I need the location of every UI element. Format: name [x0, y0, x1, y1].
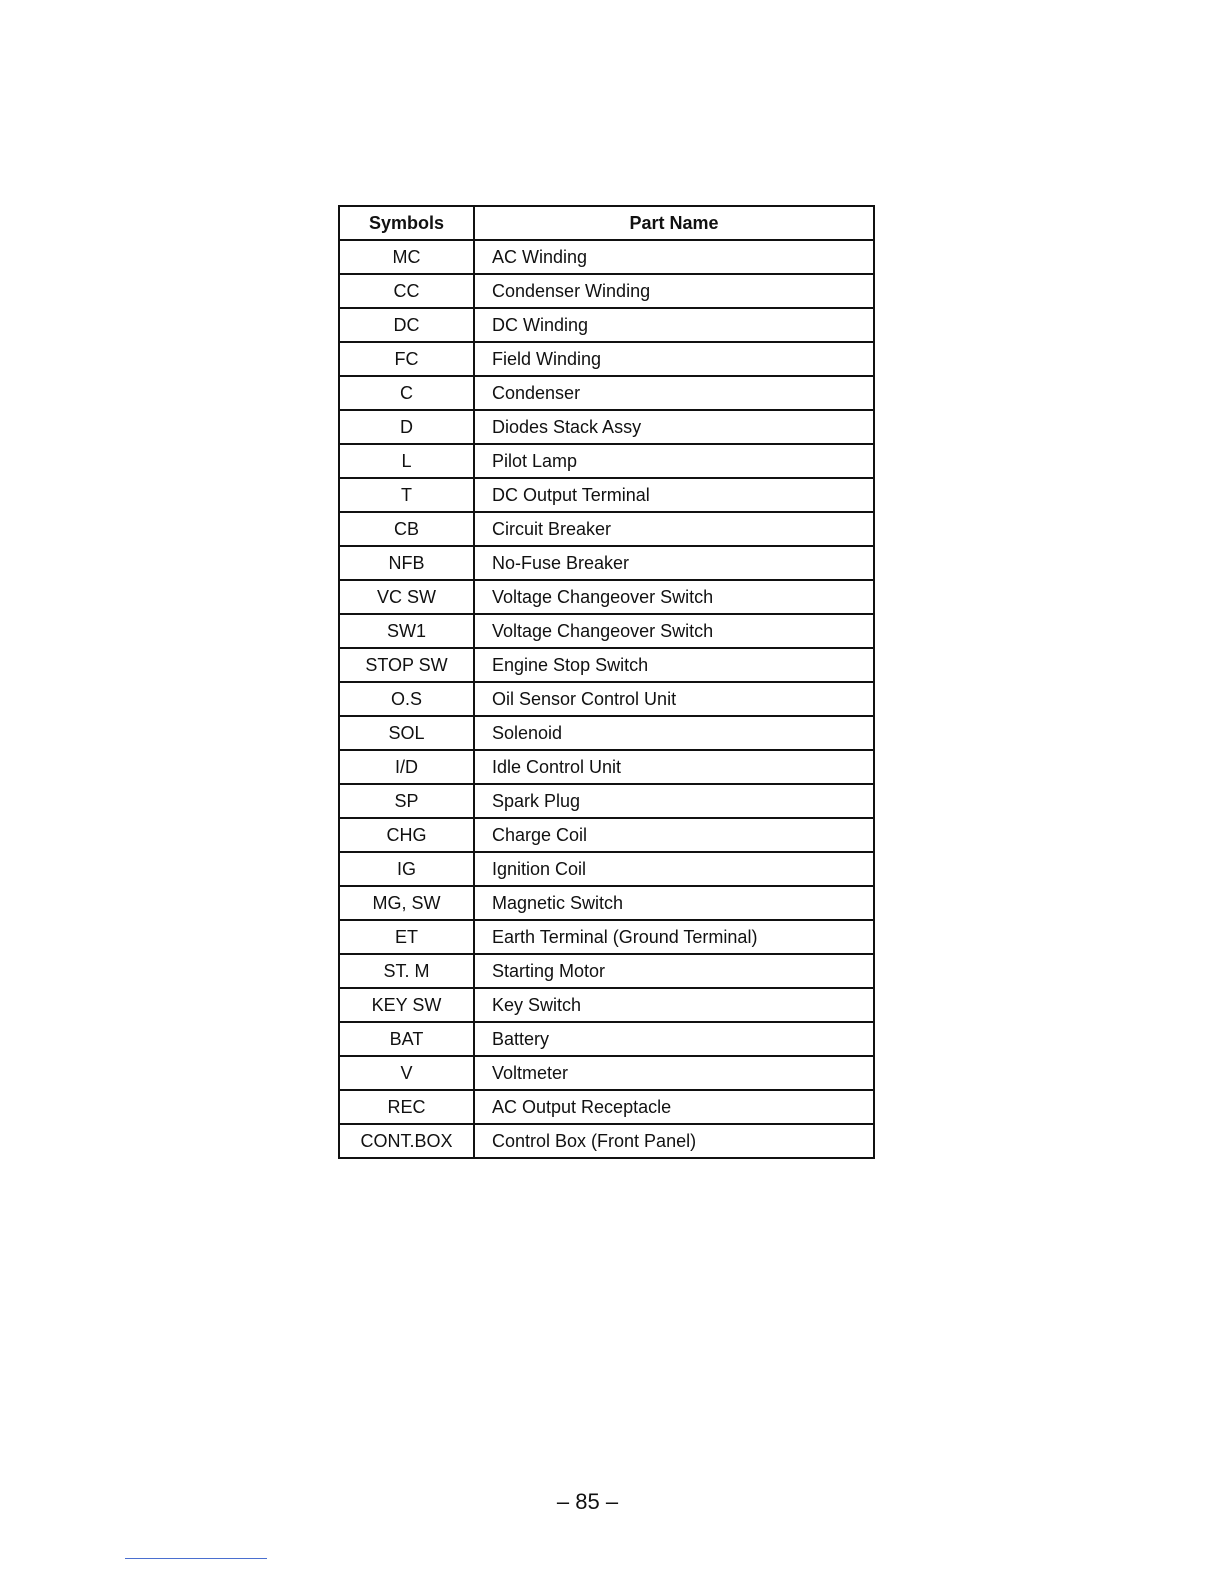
table-row — [339, 750, 874, 784]
table-header — [339, 206, 874, 240]
table-row — [339, 478, 874, 512]
part-name-cell: Magnetic Switch — [474, 886, 874, 920]
header-symbols: Symbols — [339, 206, 474, 240]
part-name-cell: Condenser — [474, 376, 874, 410]
part-name-cell: Spark Plug — [474, 784, 874, 818]
symbol-cell: KEY SW — [339, 988, 474, 1022]
table-row — [339, 716, 874, 750]
part-name-cell: AC Output Receptacle — [474, 1090, 874, 1124]
table-row — [339, 376, 874, 410]
table-row — [339, 342, 874, 376]
header-part-name: Part Name — [474, 206, 874, 240]
page-number: – 85 – — [556, 1489, 619, 1514]
part-name-cell: AC Winding — [474, 240, 874, 274]
table-row — [339, 444, 874, 478]
table-row — [339, 988, 874, 1022]
symbol-cell: MC — [339, 240, 474, 274]
table-row — [339, 1124, 874, 1158]
symbol-cell: ET — [339, 920, 474, 954]
part-name-cell: Voltage Changeover Switch — [474, 580, 874, 614]
table-row — [339, 784, 874, 818]
part-name-cell: Starting Motor — [474, 954, 874, 988]
symbol-cell: CC — [339, 274, 474, 308]
part-name-cell: Voltage Changeover Switch — [474, 614, 874, 648]
table-row — [339, 682, 874, 716]
part-name-cell: Field Winding — [474, 342, 874, 376]
symbols-part-table — [338, 205, 875, 1159]
part-name-cell: Oil Sensor Control Unit — [474, 682, 874, 716]
table-row — [339, 410, 874, 444]
table-row — [339, 1056, 874, 1090]
table-row — [339, 308, 874, 342]
part-name-cell: Earth Terminal (Ground Terminal) — [474, 920, 874, 954]
table-row — [339, 546, 874, 580]
part-name-cell: Control Box (Front Panel) — [474, 1124, 874, 1158]
table-row — [339, 920, 874, 954]
part-name-cell: Battery — [474, 1022, 874, 1056]
table-row — [339, 886, 874, 920]
symbol-cell: I/D — [339, 750, 474, 784]
symbol-cell: CONT.BOX — [339, 1124, 474, 1158]
part-name-cell: DC Output Terminal — [474, 478, 874, 512]
symbol-cell: DC — [339, 308, 474, 342]
table-row — [339, 648, 874, 682]
symbol-cell: T — [339, 478, 474, 512]
symbol-cell: D — [339, 410, 474, 444]
table-row — [339, 580, 874, 614]
table-row — [339, 1022, 874, 1056]
table-row — [339, 512, 874, 546]
footer-rule — [125, 1558, 267, 1559]
symbol-cell: IG — [339, 852, 474, 886]
part-name-cell: Idle Control Unit — [474, 750, 874, 784]
part-name-cell: Ignition Coil — [474, 852, 874, 886]
symbol-cell: BAT — [339, 1022, 474, 1056]
header-row — [339, 206, 874, 240]
symbol-cell: REC — [339, 1090, 474, 1124]
table-row — [339, 818, 874, 852]
part-name-cell: DC Winding — [474, 308, 874, 342]
symbol-cell: CB — [339, 512, 474, 546]
symbol-cell: SOL — [339, 716, 474, 750]
part-name-cell: Pilot Lamp — [474, 444, 874, 478]
symbol-cell: V — [339, 1056, 474, 1090]
table-row — [339, 240, 874, 274]
table-row — [339, 614, 874, 648]
part-name-cell: Voltmeter — [474, 1056, 874, 1090]
table-row — [339, 1090, 874, 1124]
symbol-cell: FC — [339, 342, 474, 376]
table-row — [339, 274, 874, 308]
part-name-cell: Solenoid — [474, 716, 874, 750]
symbol-cell: SP — [339, 784, 474, 818]
symbol-cell: L — [339, 444, 474, 478]
part-name-cell: Diodes Stack Assy — [474, 410, 874, 444]
part-name-cell: Key Switch — [474, 988, 874, 1022]
part-name-cell: No-Fuse Breaker — [474, 546, 874, 580]
symbol-cell: NFB — [339, 546, 474, 580]
part-name-cell: Condenser Winding — [474, 274, 874, 308]
part-name-cell: Charge Coil — [474, 818, 874, 852]
symbol-cell: ST. M — [339, 954, 474, 988]
symbol-cell: MG, SW — [339, 886, 474, 920]
symbol-cell: O.S — [339, 682, 474, 716]
symbol-cell: SW1 — [339, 614, 474, 648]
table-row — [339, 954, 874, 988]
symbol-cell: CHG — [339, 818, 474, 852]
symbol-cell: VC SW — [339, 580, 474, 614]
symbol-cell: C — [339, 376, 474, 410]
table-body — [339, 240, 874, 1158]
part-name-cell: Circuit Breaker — [474, 512, 874, 546]
table-row — [339, 852, 874, 886]
symbol-cell: STOP SW — [339, 648, 474, 682]
part-name-cell: Engine Stop Switch — [474, 648, 874, 682]
